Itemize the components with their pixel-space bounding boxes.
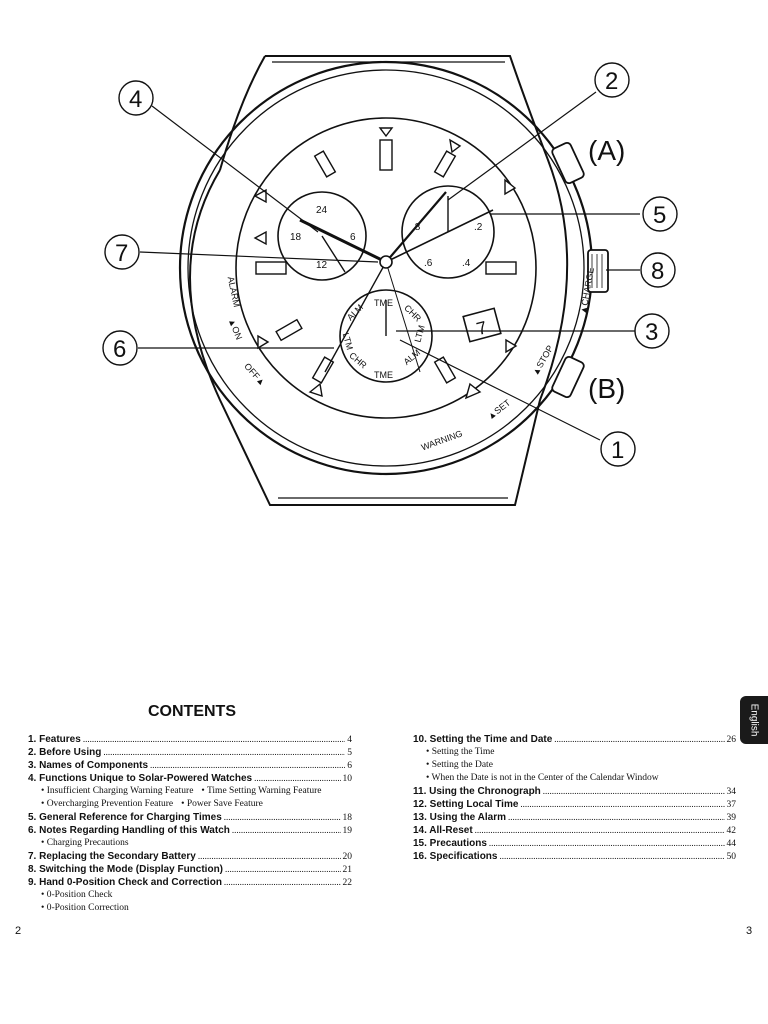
- toc-leader-dots: [83, 733, 345, 746]
- page-number-left: 2: [15, 925, 22, 937]
- toc-subentry-text: • Insufficient Charging Warning Feature: [41, 786, 194, 796]
- toc-subentry-text: • When the Date is not in the Center of the Calendar Window: [426, 773, 659, 783]
- toc-entry-title: 7. Replacing the Secondary Battery: [28, 851, 196, 862]
- toc-entry-title: 5. General Reference for Charging Times: [28, 812, 222, 823]
- svg-text:LTM: LTM: [340, 331, 355, 352]
- svg-text:1: 1: [611, 437, 625, 464]
- bezel-stop: ▲STOP: [530, 343, 556, 378]
- svg-text:.6: .6: [424, 258, 433, 269]
- toc-leader-dots: [499, 850, 724, 863]
- toc-subentry-text: • 0-Position Check: [41, 890, 113, 900]
- callout-6: [103, 331, 137, 365]
- toc-entry-page: 22: [342, 878, 352, 888]
- svg-text:6: 6: [350, 232, 356, 243]
- callout-7: [105, 235, 139, 269]
- toc-leader-dots: [198, 850, 341, 863]
- toc-entry-page: 19: [342, 826, 352, 836]
- svg-text:18: 18: [290, 232, 302, 243]
- toc-leader-dots: [520, 798, 724, 811]
- toc-entry-page: 10: [342, 774, 352, 784]
- page-number-right: 3: [746, 925, 753, 937]
- toc-leader-dots: [554, 733, 724, 746]
- toc-entry: [28, 746, 352, 759]
- toc-subentry-text: • Power Save Feature: [181, 799, 263, 809]
- contents-heading: CONTENTS: [148, 703, 236, 720]
- toc-subentry: [28, 785, 352, 798]
- toc-entry: [413, 798, 736, 811]
- callout-3: [635, 314, 669, 348]
- svg-text:.2: .2: [474, 222, 483, 233]
- bezel-set: ▲SET: [485, 397, 513, 422]
- toc-subentry-text: • 0-Position Correction: [41, 903, 129, 913]
- callout-5: [643, 197, 677, 231]
- toc-entry-page: 21: [342, 865, 352, 875]
- toc-entry-page: 26: [726, 735, 736, 745]
- svg-text:5: 5: [653, 202, 667, 229]
- svg-text:TME: TME: [374, 370, 393, 380]
- svg-text:8: 8: [651, 258, 665, 285]
- svg-text:LTM: LTM: [412, 324, 427, 344]
- callout-1: [601, 432, 635, 466]
- svg-text:.8: .8: [412, 222, 421, 233]
- toc-subentry-text: • Time Setting Warning Feature: [201, 786, 322, 796]
- bezel-charge: ▲CHARGE: [577, 266, 597, 316]
- bezel-off: OFF▲: [242, 361, 268, 388]
- toc-subentry: [28, 902, 352, 915]
- svg-text:TME: TME: [374, 298, 393, 308]
- bezel-on: ▲ON: [226, 316, 245, 342]
- toc-entry-title: 3. Names of Components: [28, 760, 149, 771]
- button-b: [551, 356, 585, 399]
- svg-text:7: 7: [115, 240, 129, 267]
- toc-entry-page: 18: [342, 813, 352, 823]
- toc-entry: [28, 850, 352, 863]
- toc-entry-page: 44: [726, 839, 736, 849]
- callout-2: [595, 63, 629, 97]
- toc-entry-title: 8. Switching the Mode (Display Function): [28, 864, 224, 875]
- toc-leader-dots: [224, 811, 341, 824]
- toc-entry-page: 5: [347, 748, 352, 758]
- toc-entry: [413, 811, 736, 824]
- toc-entry: [413, 824, 736, 837]
- toc-entry-page: 6: [347, 761, 352, 771]
- toc-entry-title: 1. Features: [28, 734, 81, 745]
- toc-entry: [413, 733, 736, 746]
- toc-entry: [28, 733, 352, 746]
- language-tab: English: [740, 696, 768, 744]
- toc-leader-dots: [508, 811, 725, 824]
- toc-entry-page: 42: [726, 826, 736, 836]
- date-value: 7: [474, 317, 490, 340]
- toc-entry-title: 15. Precautions: [413, 838, 487, 849]
- toc-leader-dots: [232, 824, 341, 837]
- watch-case-outline: [190, 56, 567, 505]
- toc-entry: [28, 811, 352, 824]
- toc-entry: [413, 837, 736, 850]
- toc-leader-dots: [475, 824, 725, 837]
- toc-subentry-text: • Setting the Date: [426, 760, 493, 770]
- subdial-24h: [278, 192, 366, 280]
- toc-entry-page: 39: [726, 813, 736, 823]
- toc-subentry: [28, 889, 352, 902]
- svg-text:24: 24: [316, 205, 328, 216]
- toc-entry-title: 10. Setting the Time and Date: [413, 734, 553, 745]
- svg-text:CHR: CHR: [347, 350, 369, 371]
- toc-entry-page: 34: [726, 787, 736, 797]
- toc-leader-dots: [254, 772, 340, 785]
- svg-text:2: 2: [605, 68, 619, 95]
- svg-text:CHR: CHR: [402, 302, 424, 324]
- toc-leader-dots: [489, 837, 725, 850]
- svg-text:4: 4: [129, 86, 143, 113]
- toc-subentry: [413, 759, 736, 772]
- toc-entry-title: 16. Specifications: [413, 851, 498, 862]
- svg-text:ALM: ALM: [401, 347, 423, 367]
- toc-entry-title: 2. Before Using: [28, 747, 102, 758]
- svg-text:6: 6: [113, 336, 127, 363]
- svg-text:3: 3: [645, 319, 659, 346]
- toc-entry-page: 50: [726, 852, 736, 862]
- toc-entry-page: 20: [342, 852, 352, 862]
- subdial-mode: [340, 290, 432, 382]
- toc-entry: [28, 824, 352, 837]
- callout-4: [119, 81, 153, 115]
- toc-leader-dots: [150, 759, 345, 772]
- toc-subentry: [413, 746, 736, 759]
- bezel-alarm: ALARM: [225, 275, 242, 309]
- toc-leader-dots: [543, 785, 725, 798]
- toc-entry-title: 4. Functions Unique to Solar-Powered Watches: [28, 773, 253, 784]
- toc-entry-title: 9. Hand 0-Position Check and Correction: [28, 877, 222, 888]
- toc-entry: [413, 850, 736, 863]
- toc-entry-title: 12. Setting Local Time: [413, 799, 519, 810]
- svg-text:12: 12: [316, 260, 328, 271]
- toc-right-column: [413, 733, 736, 863]
- toc-entry-title: 14. All-Reset: [413, 825, 473, 836]
- toc-subentry: [413, 772, 736, 785]
- toc-entry: [28, 772, 352, 785]
- bezel-warning: WARNING: [419, 428, 464, 453]
- label-a: (A): [588, 135, 626, 166]
- toc-entry-title: 6. Notes Regarding Handling of this Watch: [28, 825, 230, 836]
- callout-8: [641, 253, 675, 287]
- toc-subentry-text: • Charging Precautions: [41, 838, 129, 848]
- button-a: [551, 142, 585, 185]
- toc-leader-dots: [103, 746, 345, 759]
- toc-subentry-text: • Setting the Time: [426, 747, 495, 757]
- toc-entry-page: 4: [347, 735, 352, 745]
- toc-leader-dots: [224, 876, 341, 889]
- toc-entry: [28, 863, 352, 876]
- toc-entry: [28, 876, 352, 889]
- svg-text:ALM: ALM: [344, 302, 366, 323]
- toc-entry: [28, 759, 352, 772]
- toc-subentry: [28, 837, 352, 850]
- toc-left-column: [28, 733, 352, 915]
- toc-entry: [413, 785, 736, 798]
- label-b: (B): [588, 373, 626, 404]
- toc-entry-title: 11. Using the Chronograph: [413, 786, 541, 797]
- toc-subentry-text: • Overcharging Prevention Feature: [41, 799, 174, 809]
- toc-leader-dots: [225, 863, 340, 876]
- svg-text:.4: .4: [462, 258, 471, 269]
- toc-subentry: [28, 798, 352, 811]
- toc-entry-title: 13. Using the Alarm: [413, 812, 506, 823]
- toc-entry-page: 37: [726, 800, 736, 810]
